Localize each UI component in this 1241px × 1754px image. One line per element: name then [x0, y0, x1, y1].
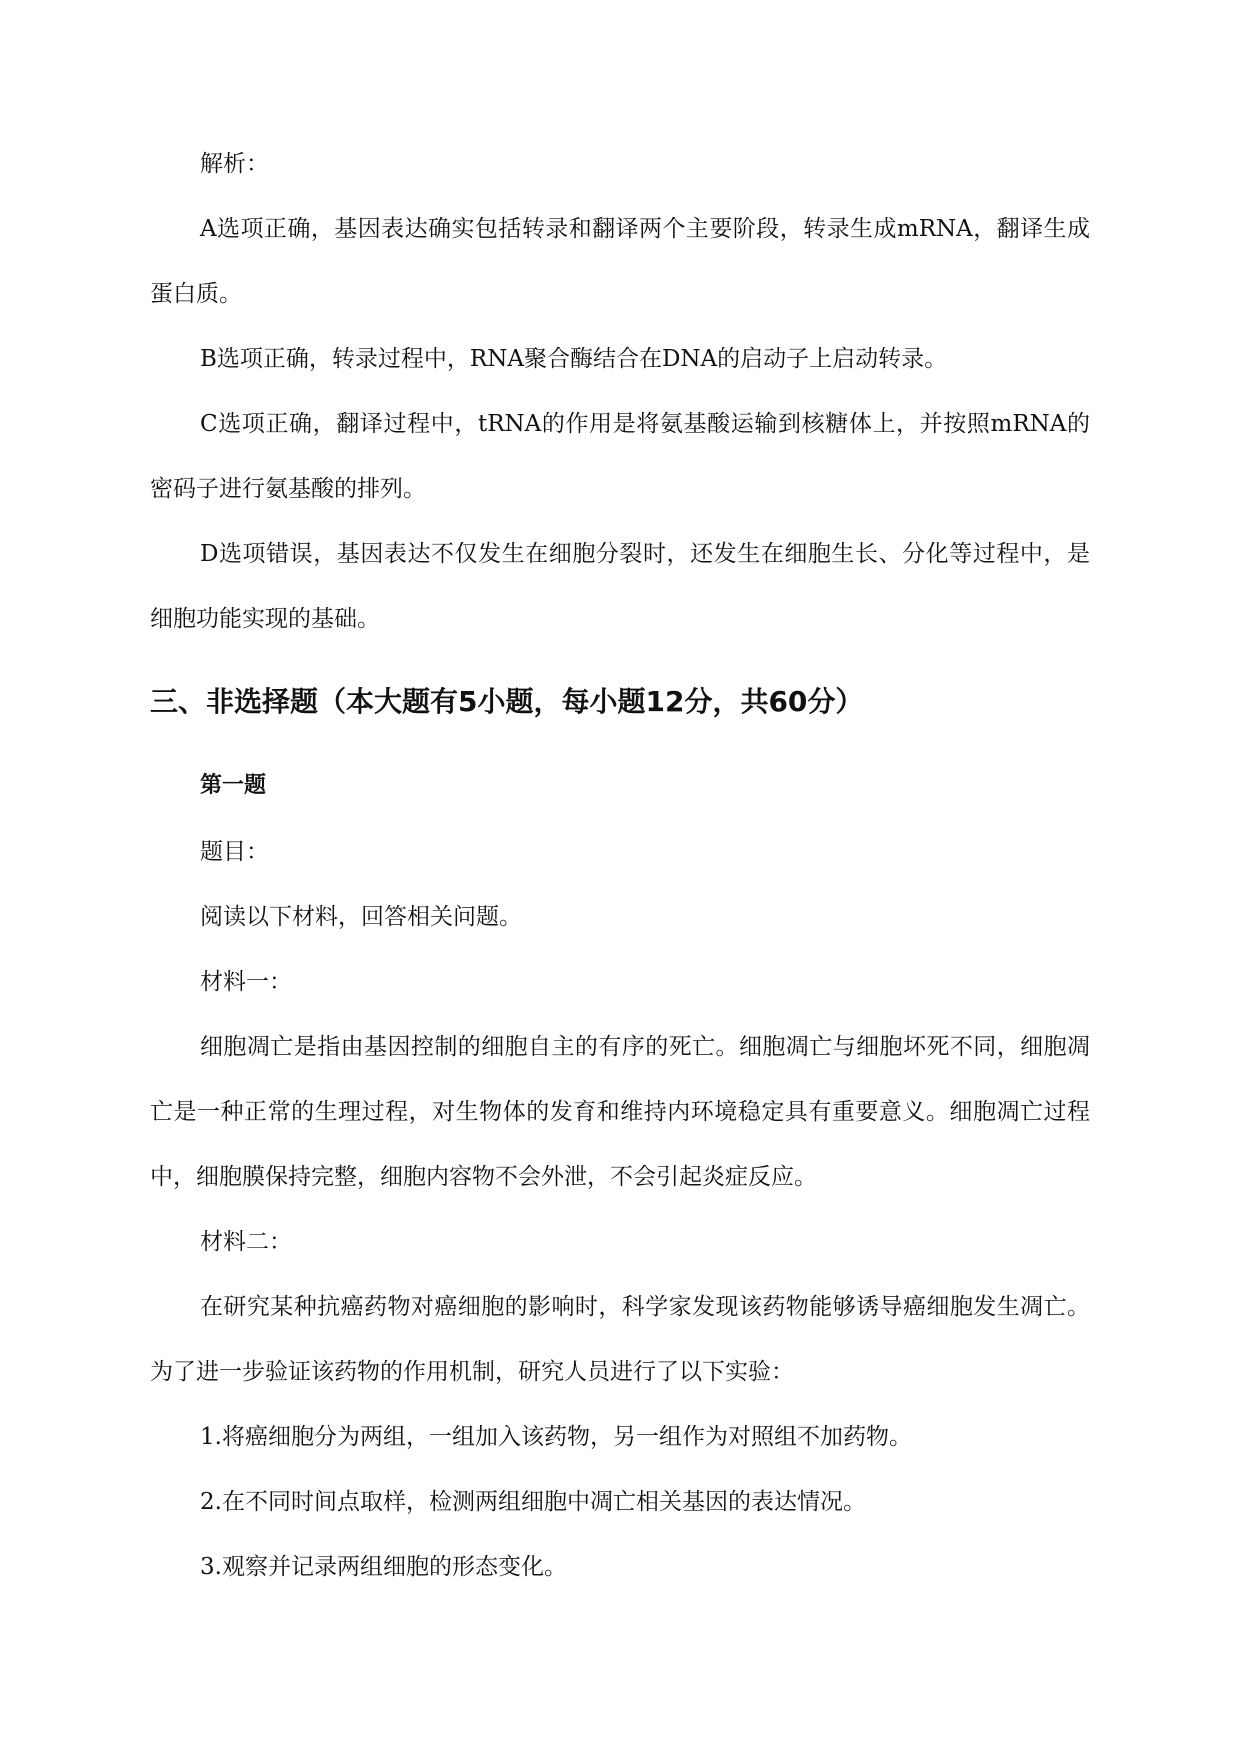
analysis-option-a: A选项正确，基因表达确实包括转录和翻译两个主要阶段，转录生成mRNA，翻译生成蛋白质。	[150, 216, 1090, 307]
section-title: 三、非选择题（本大题有5小题，每小题12分，共60分）	[150, 685, 864, 718]
analysis-label: 解析：	[200, 151, 269, 177]
analysis-option-c: C选项正确，翻译过程中，tRNA的作用是将氨基酸运输到核糖体上，并按照mRNA的密码子进行氨基酸的排列。	[150, 411, 1090, 502]
analysis-option-b: B选项正确，转录过程中，RNA聚合酶结合在DNA的启动子上启动转录。	[200, 346, 948, 372]
material2-text: 在研究某种抗癌药物对癌细胞的影响时，科学家发现该药物能够诱导癌细胞发生凋亡。为了进一步验证该药物的作用机制，研究人员进行了以下实验：	[150, 1294, 1090, 1385]
experiment-step: 2.在不同时间点取样，检测两组细胞中凋亡相关基因的表达情况。	[200, 1489, 866, 1515]
analysis-option-d: D选项错误，基因表达不仅发生在细胞分裂时，还发生在细胞生长、分化等过程中，是细胞功能实现的基础。	[150, 541, 1090, 632]
question-prompt-label: 题目：	[200, 839, 269, 865]
material1-label: 材料一：	[200, 969, 292, 995]
material2-label: 材料二：	[200, 1229, 292, 1255]
question-heading: 第一题	[200, 773, 267, 798]
experiment-step: 3.观察并记录两组细胞的形态变化。	[200, 1554, 567, 1580]
experiment-step: 1.将癌细胞分为两组，一组加入该药物，另一组作为对照组不加药物。	[200, 1424, 912, 1450]
material1-text: 细胞凋亡是指由基因控制的细胞自主的有序的死亡。细胞凋亡与细胞坏死不同，细胞凋亡是一种正常的生理过程，对生物体的发育和维持内环境稳定具有重要意义。细胞凋亡过程中，细胞膜保持完整，细胞内容物不会外泄，不会引起炎症反应。	[150, 1034, 1090, 1190]
question-instruction: 阅读以下材料，回答相关问题。	[200, 904, 522, 930]
